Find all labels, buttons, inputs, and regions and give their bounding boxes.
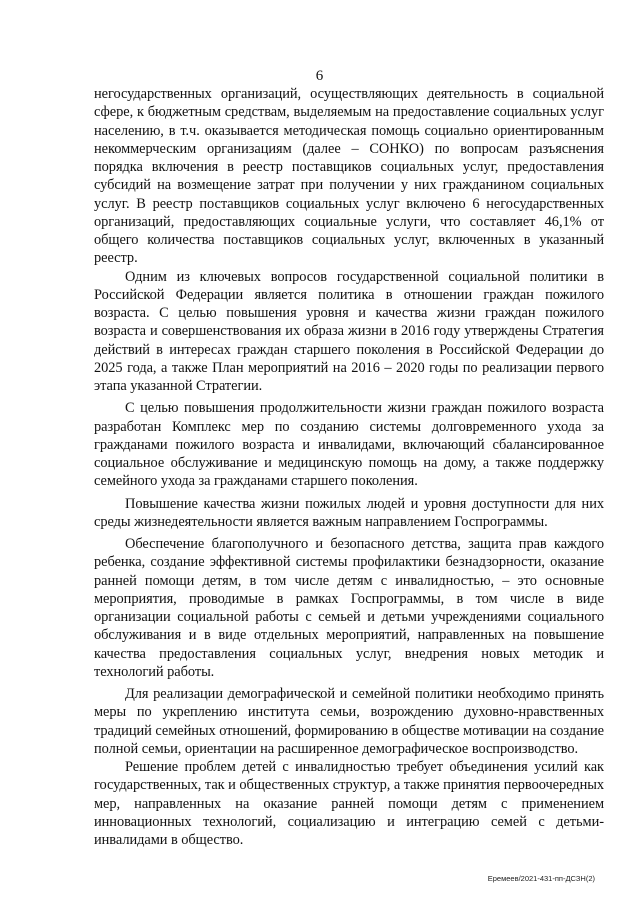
paragraph-family-policy: Для реализации демографической и семейной политики необходимо принять меры по укреплению института семьи, возрождению духовно-нравственных традиций семейных отношений, формированию в обществе мотивации на создание полной семьи, ориентации на расширенное демографическое воспроизводство.	[94, 686, 604, 757]
page-number: 6	[315, 68, 324, 84]
paragraph-long-term-care: С целью повышения продолжительности жизни граждан пожилого возраста разработан Комплекс мер по созданию системы долговременного ухода за гражданами пожилого возраста и инвалидами, включающий сбалансированное социальное обслуживание и медицинскую помощь на дому, а также поддержку семейного ухода за гражданами старшего поколения.	[94, 400, 604, 490]
paragraph-quality-of-life: Повышение качества жизни пожилых людей и уровня доступности для них среды жизнедеятельности является важным направлением Госпрограммы.	[94, 495, 604, 530]
document-reference-code: Еремеев/2021-431-пп-ДСЗН(2)	[487, 874, 595, 883]
paragraph-disabled-children: Решение проблем детей с инвалидностью требует объединения усилий как государственных, так и общественных структур, а также принятия первоочередных мер, направленных на оказание ранней помощи детям с применением инновационных технологий, социализацию и интеграцию семей с детьми-инвалидами в общество.	[94, 759, 604, 848]
paragraph-elderly-policy: Одним из ключевых вопросов государственной социальной политики в Российской Федерации является политика в отношении граждан пожилого возраста. С целью повышения уровня и качества жизни граждан пожилого возраста и совершенствования их образа жизни в 2016 году утверждены Стратегия действий в интересах граждан старшего поколения в Российской Федерации до 2025 года, а также План мероприятий на 2016 – 2020 годы по реализации первого этапа указанной Стратегии.	[94, 268, 604, 394]
paragraph-continuation: негосударственных организаций, осуществляющих деятельность в социальной сфере, к бюджетным средствам, выделяемым на предоставление социальных услуг населению, в т.ч. оказывается методическая помощь социально ориентированным некоммерческим организациям (далее – СОНКО) по вопросам разъяснения порядка включения в реестр поставщиков социальных услуг, предоставления субсидий на возмещение затрат при получении у них гражданином социальных услуг. В реестр поставщиков социальных услуг включено 6 негосударственных организаций, предоставляющих социальные услуги, что составляет 46,1% от общего количества поставщиков социальных услуг, включенных в указанный реестр.	[94, 86, 604, 267]
paragraph-child-welfare: Обеспечение благополучного и безопасного детства, защита прав каждого ребенка, создание эффективной системы профилактики безнадзорности, оказание ранней помощи детям, в том числе детям с инвалидностью, – это основные мероприятия, проводимые в рамках Госпрограммы, в том числе в виде организации социальной работы с семьей и детьми учреждениями социального обслуживания и в виде отдельных мероприятий, направленных на повышение качества предоставления социальных услуг, внедрения новых методик и технологий работы.	[94, 536, 604, 680]
document-body	[94, 85, 604, 849]
